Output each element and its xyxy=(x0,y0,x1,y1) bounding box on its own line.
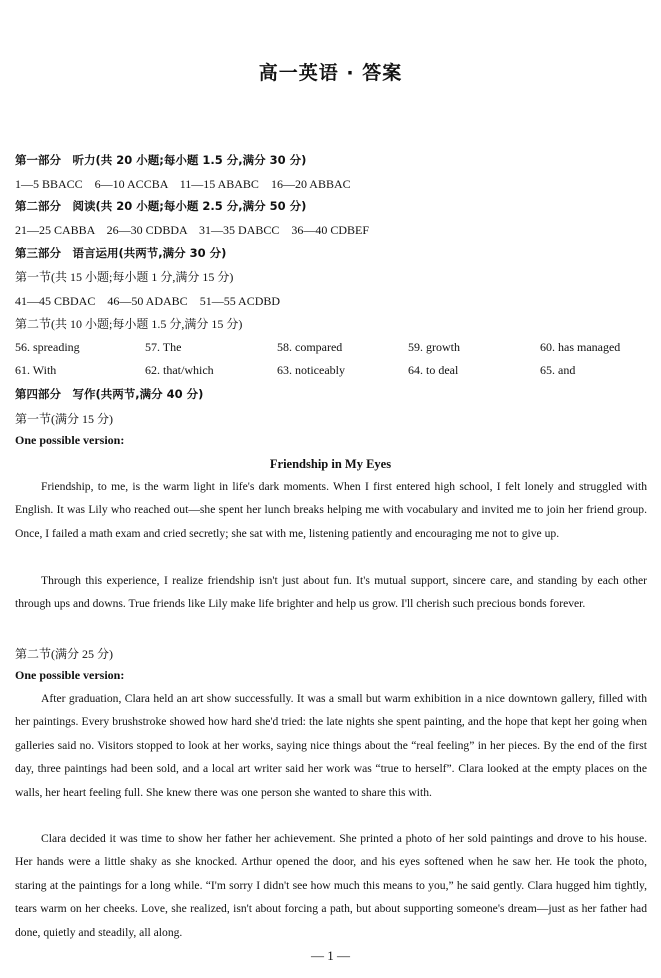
answer-63: 63. noticeably xyxy=(277,363,345,377)
part1-answers: 1—5 BBACC 6—10 ACCBA 11—15 ABABC 16—20 ABBAC xyxy=(15,177,351,191)
essay1-paragraph-2: Through this experience, I realize friendship isn't just about fun. It's mutual support, sincere care, and standing by each other through ups and downs. True friends like Lily make life brighter and help us grow. I'll cherish such precious bonds forever. xyxy=(15,574,647,611)
answer-60: 60. has managed xyxy=(540,340,621,354)
answer-57: 57. The xyxy=(145,340,182,354)
essay2-paragraph-2: Clara decided it was time to show her father her achievement. She printed a photo of her sold paintings and drove to his house. Her hands were a little shaky as she knocked. Arthur opened the door, and his eyes softened when he saw her. He took the photo, staring at the paintings for a long while. “I'm sorry I didn't see how much this means to you,” he said gently. Clara hugged him tightly, tears warm on her cheeks. Love, she realized, isn't about forcing a path, but about supporting someone's dream—just as her father had done, quietly and steadily, all along. xyxy=(15,832,647,939)
page-number: — 1 — xyxy=(311,948,350,963)
version-label-1: One possible version: xyxy=(15,433,125,447)
answer-62: 62. that/which xyxy=(145,363,214,377)
part3-section1-answers: 41—45 CBDAC 46—50 ADABC 51—55 ACDBD xyxy=(15,294,281,308)
essay1-title: Friendship in My Eyes xyxy=(269,457,392,471)
part4-section1-heading: 第一节(满分 15 分) xyxy=(15,412,113,426)
essay2-paragraph-1: After graduation, Clara held an art show successfully. It was a small but warm exhibition in a nice downtown gallery, filled with her paintings. Every brushstroke showed how hard she'd tried: the late nights she spent painting, and the hope that kept her going when galleries said no. Visitors stopped to look at her works, saying nice things about the “real feeling” in her pieces. By the end of the first day, three paintings had been sold, and a local art writer said her work was “true to herself”. Clara looked at the empty places on the walls, her heart feeling full. She knew there was one person she wanted to share this with. xyxy=(15,692,647,799)
part3-section1-heading: 第一节(共 15 小题;每小题 1 分,满分 15 分) xyxy=(15,270,234,284)
part2-answers: 21—25 CABBA 26—30 CDBDA 31—35 DABCC 36—40 CDBEF xyxy=(15,223,370,237)
answer-58: 58. compared xyxy=(277,340,343,354)
part3-section2-heading: 第二节(共 10 小题;每小题 1.5 分,满分 15 分) xyxy=(15,317,243,331)
answer-56: 56. spreading xyxy=(15,340,80,354)
answer-64: 64. to deal xyxy=(408,363,459,377)
part3-heading: 第三部分 语言运用(共两节,满分 30 分) xyxy=(15,246,227,260)
version-label-2: One possible version: xyxy=(15,668,125,682)
part4-heading: 第四部分 写作(共两节,满分 40 分) xyxy=(15,387,204,401)
part2-heading: 第二部分 阅读(共 20 小题;每小题 2.5 分,满分 50 分) xyxy=(15,199,307,213)
essay1-paragraph-1: Friendship, to me, is the warm light in life's dark moments. When I first entered high school, I felt lonely and struggled with English. It was Lily who reached out—she spent her lunch breaks helping me with vocabulary and invited me to join her friend group. Once, I failed a math exam and cried secretly; she sat with me, listening patiently and encouraging me not to give up. xyxy=(15,480,647,540)
answer-65: 65. and xyxy=(540,363,576,377)
answer-59: 59. growth xyxy=(408,340,460,354)
page-title: 高一英语 · 答案 xyxy=(258,62,403,84)
part4-section2-heading: 第二节(满分 25 分) xyxy=(15,647,113,661)
answer-61: 61. With xyxy=(15,363,57,377)
part1-heading: 第一部分 听力(共 20 小题;每小题 1.5 分,满分 30 分) xyxy=(15,153,307,167)
